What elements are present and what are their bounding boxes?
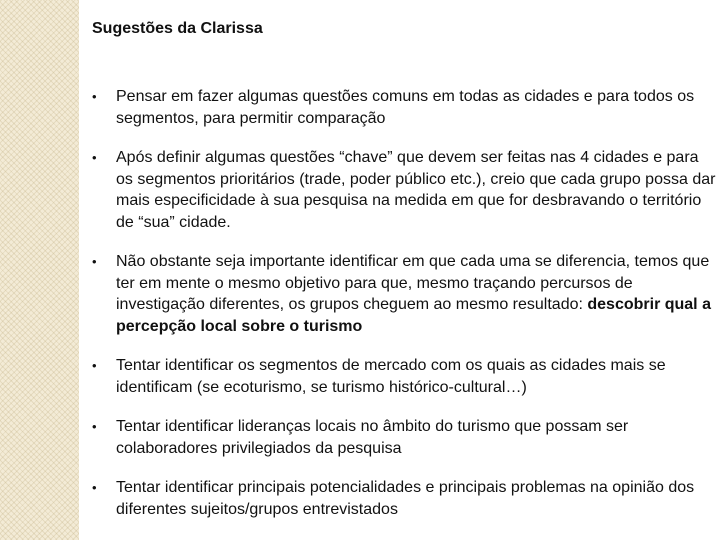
bullet-item <box>92 416 718 459</box>
bullet-dot-icon: • <box>92 419 97 434</box>
bullet-item <box>92 251 718 337</box>
bullet-dot-icon: • <box>92 150 97 165</box>
bullet-text: Tentar identificar os segmentos de mercado com os quais as cidades mais se identificam (se ecoturismo, se turismo histórico-cultural…) <box>116 357 666 396</box>
bullet-item <box>92 147 718 233</box>
bullet-text: Pensar em fazer algumas questões comuns em todas as cidades e para todos os segmentos, para permitir comparação <box>116 88 695 127</box>
bullet-dot-icon: • <box>92 480 97 495</box>
bullet-text: Tentar identificar principais potencialidades e principais problemas na opinião dos diferentes sujeitos/grupos entrevistados <box>116 479 695 518</box>
bullet-text: Tentar identificar lideranças locais no âmbito do turismo que possam ser colaboradores privilegiados da pesquisa <box>116 418 629 457</box>
slide-title: Sugestões da Clarissa <box>92 20 263 37</box>
bullet-item <box>92 477 718 520</box>
decorative-side-strip <box>0 0 79 540</box>
bullet-dot-icon: • <box>92 254 97 269</box>
bullet-text: Após definir algumas questões “chave” que devem ser feitas nas 4 cidades e para os segmentos prioritários (trade, poder público etc.), creio que cada grupo possa dar mais especificidade à sua pesquisa na medida em que for desbravando o território de “sua” cidade. <box>116 149 716 231</box>
bullet-text: Não obstante seja importante identificar em que cada uma se diferencia, temos que ter em mente o mesmo objetivo para que, mesmo traçando percursos de investigação diferentes, os grupos cheguem ao mesmo resultado: <box>116 253 710 313</box>
bullet-list <box>92 86 718 538</box>
bullet-item <box>92 86 718 129</box>
bullet-dot-icon: • <box>92 358 97 373</box>
bullet-dot-icon: • <box>92 89 97 104</box>
bullet-emphasis-text: descobrir qual a percepção local sobre o turismo <box>116 296 711 335</box>
bullet-item <box>92 355 718 398</box>
